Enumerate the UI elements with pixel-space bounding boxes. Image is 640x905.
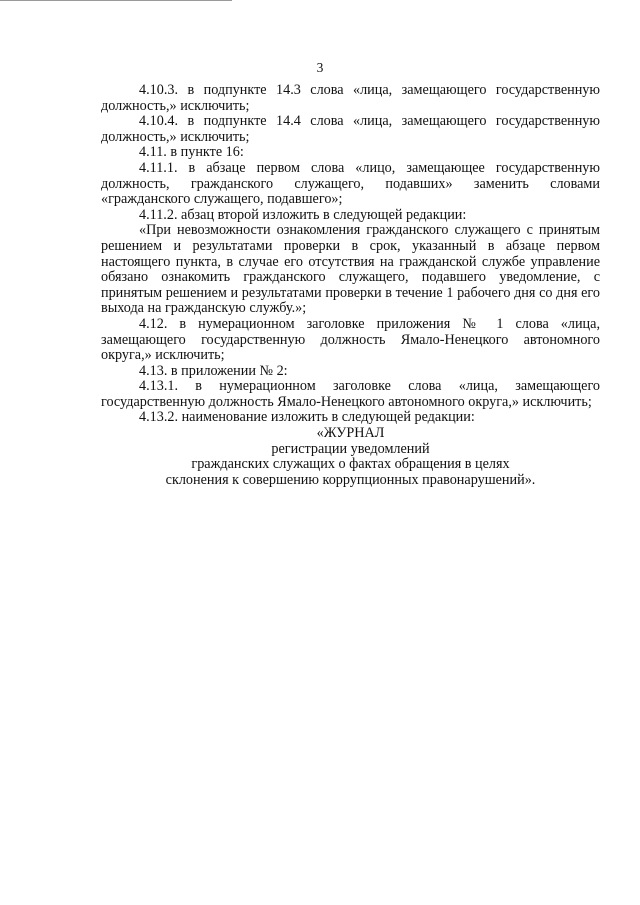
paragraph-4-11-1: 4.11.1. в абзаце первом слова «лицо, замещающее государственную должность, гражданского служащего, подавших» заменить словами «гражданского служащего, подавшего»; (101, 159, 600, 208)
paragraph-4-11-2: 4.11.2. абзац второй изложить в следующей редакции: (139, 206, 467, 223)
paragraph-4-13-1: 4.13.1. в нумерационном заголовке слова «лица, замещающего государственную должность Ямало-Ненецкого автономного округа,» исключить; (101, 378, 600, 410)
paragraph-4-13: 4.13. в приложении № 2: (139, 362, 288, 379)
paragraph-4-10-3: 4.10.3. в подпункте 14.3 слова «лица, замещающего государственную должность,» исключить; (101, 82, 600, 114)
journal-title-line-3: гражданских служащих о фактах обращения в целях (191, 456, 510, 473)
paragraph-4-12: 4.12. в нумерационном заголовке приложения № 1 слова «лица, замещающего государственную должность Ямало-Ненецкого автономного округа,» исключить; (101, 315, 600, 364)
paragraph-4-13-2: 4.13.2. наименование изложить в следующей редакции: (139, 409, 475, 426)
paragraph-4-10-4: 4.10.4. в подпункте 14.4 слова «лица, замещающего государственную должность,» исключить; (101, 113, 600, 145)
page-number: 3 (316, 60, 324, 75)
document-body (101, 83, 600, 488)
journal-title-block (101, 426, 600, 488)
top-edge-line (0, 0, 232, 1)
paragraph-4-11: 4.11. в пункте 16: (139, 144, 244, 161)
journal-title-line-4: склонения к совершению коррупционных правонарушений». (165, 471, 536, 488)
paragraph-quote: «При невозможности ознакомления гражданского служащего с принятым решением и результатами проверки в срок, указанный в абзаце первом настоящего пункта, в случае его отсутствия на гражданской службе управление обязано ознакомить гражданского служащего, подавшего уведомление, с принятым решением и результатами проверки в течение 1 рабочего дня со дня его выхода на гражданскую службу.»; (101, 222, 600, 317)
journal-title-line-1: «ЖУРНАЛ (316, 425, 385, 442)
journal-title-line-2: регистрации уведомлений (271, 440, 430, 457)
